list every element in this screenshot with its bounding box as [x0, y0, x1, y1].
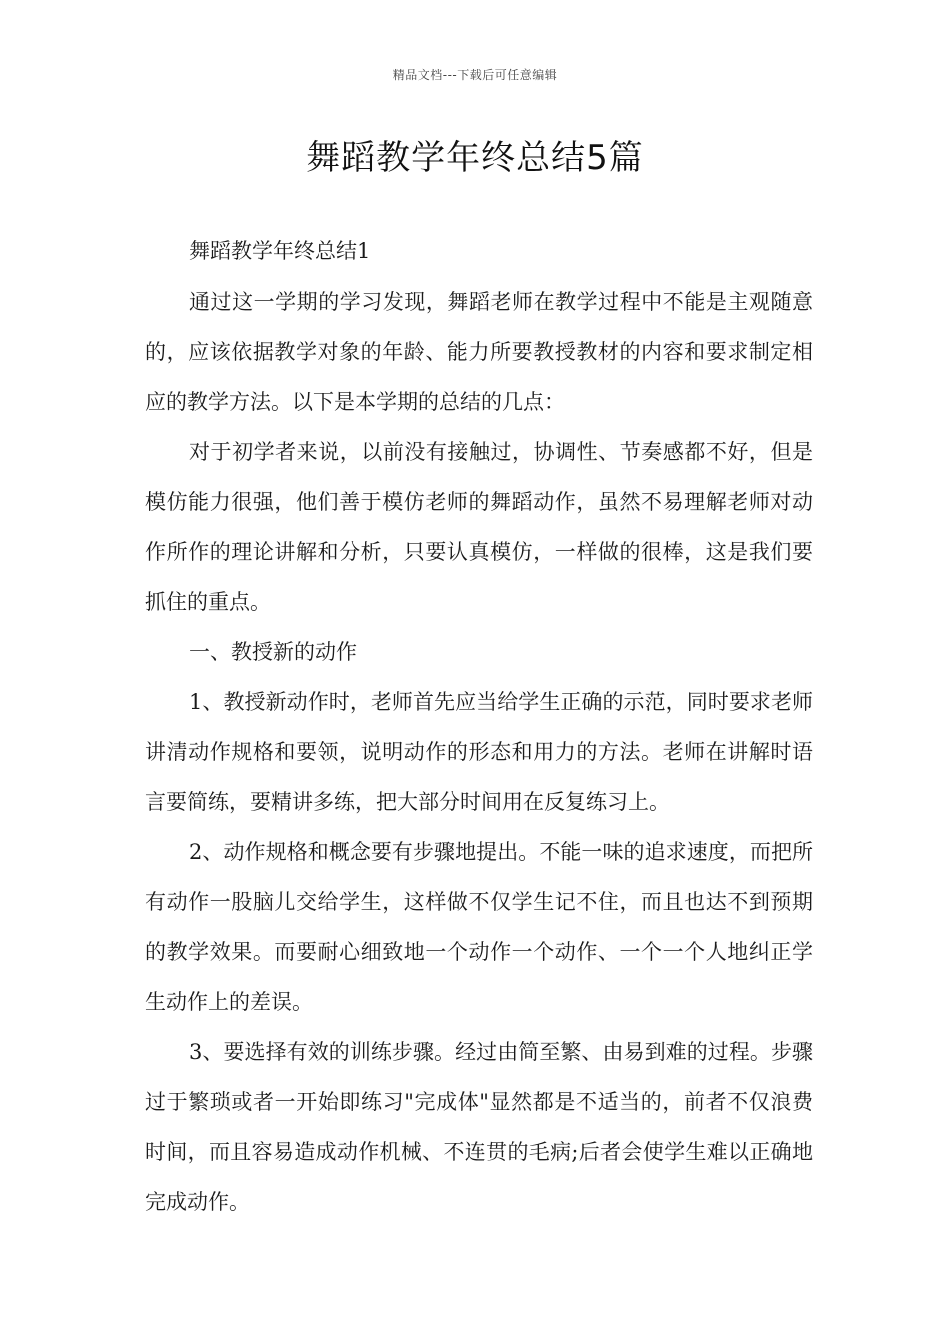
document-title: 舞蹈教学年终总结5篇 — [306, 138, 644, 178]
paragraph: 2、动作规格和概念要有步骤地提出。不能一味的追求速度，而把所有动作一股脑儿交给学生，这样做不仅学生记不住，而且也达不到预期的教学效果。而要耐心细致地一个动作一个动作、一个一个人地纠正学生动作上的差误。 — [145, 840, 813, 1014]
document-body — [145, 225, 813, 1227]
paragraph: 对于初学者来说，以前没有接触过，协调性、节奏感都不好，但是模仿能力很强，他们善于模仿老师的舞蹈动作，虽然不易理解老师对动作所作的理论讲解和分析，只要认真模仿，一样做的很棒，这是我们要抓住的重点。 — [145, 440, 813, 614]
header-note: 精品文档---下载后可任意编辑 — [392, 68, 558, 82]
section-heading: 舞蹈教学年终总结1 — [189, 239, 371, 263]
paragraph: 3、要选择有效的训练步骤。经过由简至繁、由易到难的过程。步骤过于繁琐或者一开始即练习"完成体"显然都是不适当的，前者不仅浪费时间，而且容易造成动作机械、不连贯的毛病;后者会使学生难以正确地完成动作。 — [145, 1040, 813, 1214]
paragraph: 1、教授新动作时，老师首先应当给学生正确的示范，同时要求老师讲清动作规格和要领，说明动作的形态和用力的方法。老师在讲解时语言要简练，要精讲多练，把大部分时间用在反复练习上。 — [145, 690, 813, 814]
paragraph: 通过这一学期的学习发现，舞蹈老师在教学过程中不能是主观随意的，应该依据教学对象的年龄、能力所要教授教材的内容和要求制定相应的教学方法。以下是本学期的总结的几点： — [145, 290, 813, 414]
subsection-heading: 一、教授新的动作 — [189, 640, 357, 664]
